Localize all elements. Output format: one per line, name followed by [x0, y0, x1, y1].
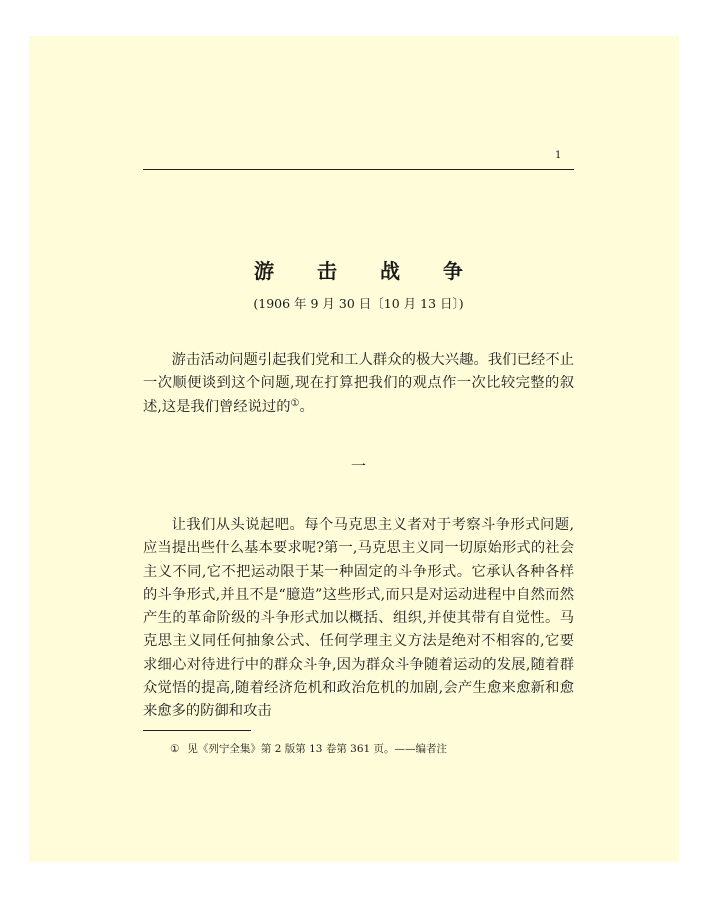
article-date: (1906 年 9 月 30 日〔10 月 13 日〕) — [253, 296, 464, 311]
body-paragraph: 让我们从头说起吧。每个马克思主义者对于考察斗争形式问题,应当提出些什么基本要求呢?第一,马克思主义同一切原始形式的社会主义不同,它不把运动限于某一种固定的斗争形式。它承认各种各样的斗争形式,并且不是“臆造”这些形式,而只是对运动进程中自然而然产生的革命阶级的斗争形式加以概括、组织,并使其带有自觉性。马克思主义同任何抽象公式、任何学理主义方法是绝对不相容的,它要求细心对待进行中的群众斗争,因为群众斗争随着运动的发展,随着群众觉悟的提高,随着经济危机和政治危机的加剧,会产生愈来愈新和愈来愈多的防御和攻击 — [143, 517, 574, 720]
intro-end: 。 — [299, 398, 314, 415]
document-page — [29, 36, 679, 862]
intro-paragraph — [143, 349, 574, 419]
footnote-marker: ① — [170, 743, 180, 755]
section-number: 一 — [350, 457, 366, 475]
page-number: 1 — [555, 150, 562, 161]
footnote-reference[interactable]: ① — [290, 397, 300, 409]
footnote — [170, 742, 574, 756]
intro-text: 游击活动问题引起我们党和工人群众的极大兴趣。我们已经不止一次顺便谈到这个问题,现在打算把我们的观点作一次比较完整的叙述,这是我们曾经说过的 — [143, 352, 574, 415]
footnote-rule — [143, 730, 251, 731]
article-title: 游 击 战 争 — [254, 259, 481, 283]
header-rule — [143, 169, 574, 170]
footnote-text: 见《列宁全集》第 2 版第 13 卷第 361 页。——编者注 — [187, 743, 448, 755]
